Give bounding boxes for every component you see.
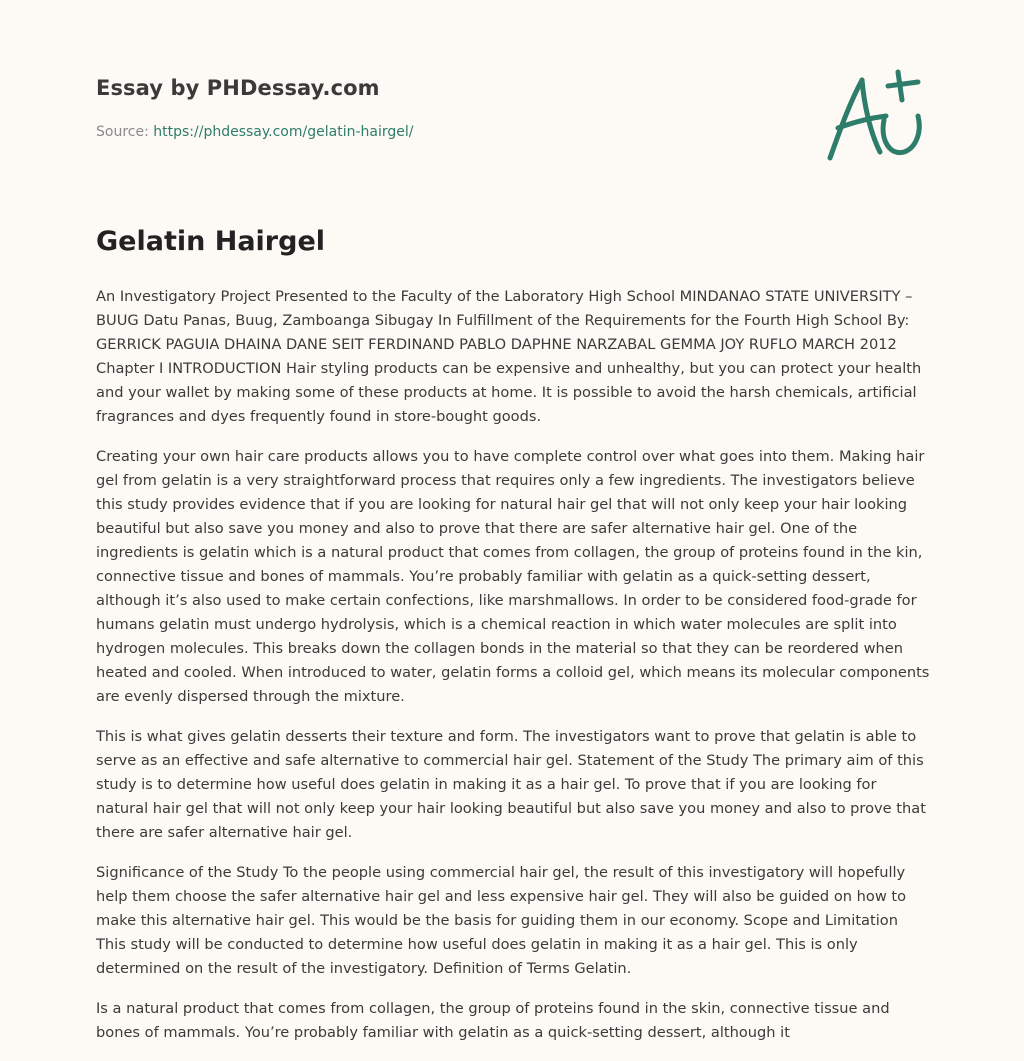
- a-plus-logo-icon: [818, 66, 930, 166]
- essay-body: [96, 285, 932, 1061]
- essay-paragraph: An Investigatory Project Presented to the Faculty of the Laboratory High School MINDANAO STATE UNIVERSITY – BUUG Datu Panas, Buug, Zamboanga Sibugay In Fulfillment of the Requirements for the Fourth High School By: GERRICK PAGUIA DHAINA DANE SEIT FERDINAND PABLO DAPHNE NARZABAL GEMMA JOY RUFLO MARCH 2012 Chapter I INTRODUCTION Hair styling products can be expensive and unhealthy, but you can protect your health and your wallet by making some of these products at home. It is possible to avoid the harsh chemicals, artificial fragrances and dyes frequently found in store-bought goods.: [96, 288, 922, 425]
- essay-title: Gelatin Hairgel: [96, 226, 326, 257]
- source-label: Source:: [96, 124, 149, 140]
- essay-paragraph: Is a natural product that comes from collagen, the group of proteins found in the skin, connective tissue and bones of mammals. You’re probably familiar with gelatin as a quick-setting dessert, although it: [96, 1000, 890, 1041]
- essay-paragraph: Creating your own hair care products allows you to have complete control over what goes into them. Making hair gel from gelatin is a very straightforward process that requires only a few ingredients. The investigators believe this study provides evidence that if you are looking for natural hair gel that will not only keep your hair looking beautiful but also save you money and also to prove that there are safer alternative hair gel. One of the ingredients is gelatin which is a natural product that comes from collagen, the group of proteins found in the kin, connective tissue and bones of mammals. You’re probably familiar with gelatin as a quick-setting dessert, although it’s also used to make certain confections, like marshmallows. In order to be considered food-grade for humans gelatin must undergo hydrolysis, which is a chemical reaction in which water molecules are split into hydrogen molecules. This breaks down the collagen bonds in the material so that they can be reordered when heated and cooled. When introduced to water, gelatin forms a colloid gel, which means its molecular components are evenly dispersed through the mixture.: [96, 448, 930, 705]
- site-title: Essay by PHDessay.com: [96, 76, 380, 100]
- source-line: [96, 124, 413, 140]
- essay-paragraph: Significance of the Study To the people using commercial hair gel, the result of this investigatory will hopefully help them choose the safer alternative hair gel and less expensive hair gel. They will also be guided on how to make this alternative hair gel. This would be the basis for guiding them in our economy. Scope and Limitation This study will be conducted to determine how useful does gelatin in making it as a hair gel. This is only determined on the result of the investigatory. Definition of Terms Gelatin.: [96, 864, 907, 977]
- essay-paragraph: This is what gives gelatin desserts their texture and form. The investigators want to prove that gelatin is able to serve as an effective and safe alternative to commercial hair gel. Statement of the Study The primary aim of this study is to determine how useful does gelatin in making it as a hair gel. To prove that if you are looking for natural hair gel that will not only keep your hair looking beautiful but also save you money and also to prove that there are safer alternative hair gel.: [96, 728, 926, 841]
- source-link[interactable]: https://phdessay.com/gelatin-hairgel/: [153, 124, 414, 140]
